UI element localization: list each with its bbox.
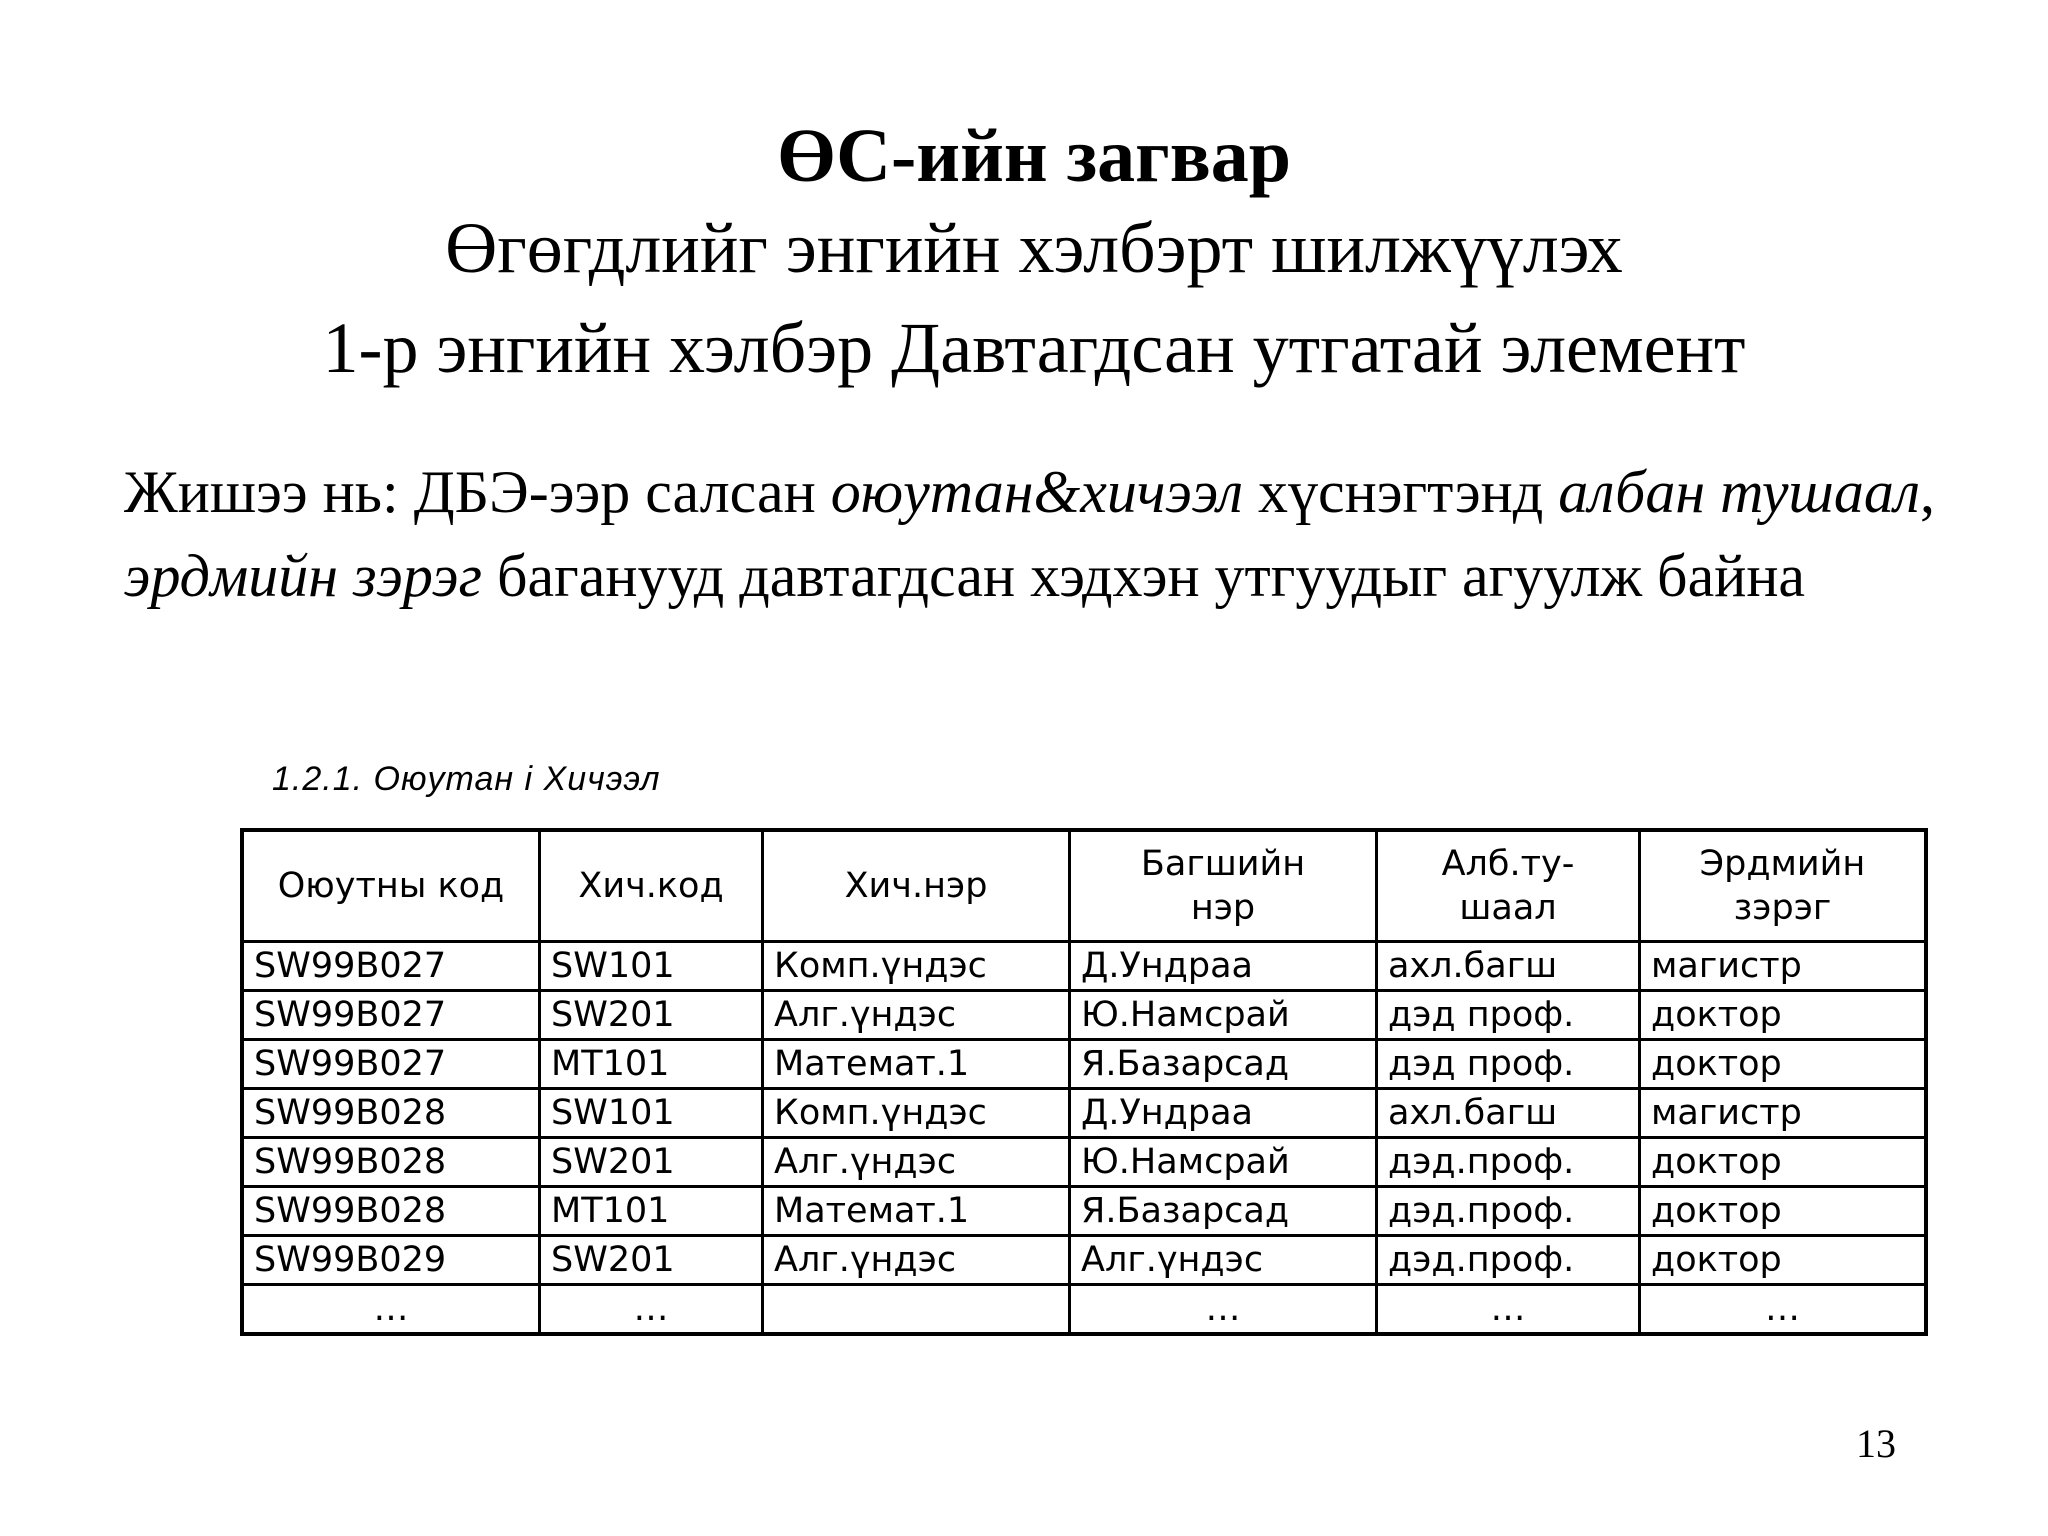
cell: SW201 bbox=[540, 991, 763, 1040]
cell: Комп.үндэс bbox=[763, 1089, 1070, 1138]
cell: MT101 bbox=[540, 1040, 763, 1089]
cell: ахл.багш bbox=[1377, 1089, 1640, 1138]
table-row bbox=[242, 1040, 1926, 1089]
cell: доктор bbox=[1640, 1138, 1927, 1187]
cell: Алг.үндэс bbox=[763, 1236, 1070, 1285]
cell: … bbox=[1640, 1285, 1927, 1335]
student-course-table bbox=[240, 828, 1928, 1336]
cell: Д.Ундраа bbox=[1070, 1089, 1377, 1138]
cell: SW99B028 bbox=[242, 1138, 540, 1187]
cell: Алг.үндэс bbox=[763, 1138, 1070, 1187]
table-row bbox=[242, 1236, 1926, 1285]
cell: магистр bbox=[1640, 942, 1927, 991]
cell: доктор bbox=[1640, 1187, 1927, 1236]
body-text-4: баганууд давтагдсан хэдхэн утгуудыг агуулж байна bbox=[482, 543, 1806, 609]
cell: Алг.үндэс bbox=[1070, 1236, 1377, 1285]
table-row bbox=[242, 991, 1926, 1040]
cell: SW99B028 bbox=[242, 1089, 540, 1138]
table-row bbox=[242, 1138, 1926, 1187]
cell: дэд.проф. bbox=[1377, 1236, 1640, 1285]
table-row-ellipsis bbox=[242, 1285, 1926, 1335]
table-row bbox=[242, 1089, 1926, 1138]
page-number: 13 bbox=[1856, 1421, 1896, 1466]
cell: … bbox=[1377, 1285, 1640, 1335]
cell: SW99B027 bbox=[242, 991, 540, 1040]
slide-subtitle-1: Өгөгдлийг энгийн хэлбэрт шилжүүлэх bbox=[445, 208, 1623, 288]
cell: SW201 bbox=[540, 1236, 763, 1285]
cell: доктор bbox=[1640, 991, 1927, 1040]
cell: SW99B028 bbox=[242, 1187, 540, 1236]
cell bbox=[763, 1285, 1070, 1335]
header-course-name: Хич.нэр bbox=[763, 830, 1070, 942]
cell: магистр bbox=[1640, 1089, 1927, 1138]
cell: Комп.үндэс bbox=[763, 942, 1070, 991]
body-italic-1: оюутан&хичээл bbox=[830, 459, 1244, 525]
slide-subtitle-2: 1-р энгийн хэлбэр Давтагдсан утгатай элемент bbox=[322, 308, 1746, 388]
cell: SW101 bbox=[540, 942, 763, 991]
cell: SW101 bbox=[540, 1089, 763, 1138]
cell: Алг.үндэс bbox=[763, 991, 1070, 1040]
cell: MT101 bbox=[540, 1187, 763, 1236]
cell: … bbox=[242, 1285, 540, 1335]
cell: Д.Ундраа bbox=[1070, 942, 1377, 991]
cell: Математ.1 bbox=[763, 1040, 1070, 1089]
body-text-1: Жишээ нь: ДБЭ-ээр салсан bbox=[124, 459, 831, 525]
cell: дэд проф. bbox=[1377, 1040, 1640, 1089]
cell: дэд.проф. bbox=[1377, 1138, 1640, 1187]
cell: Ю.Намсрай bbox=[1070, 1138, 1377, 1187]
cell: … bbox=[1070, 1285, 1377, 1335]
body-text-3: , bbox=[1920, 459, 1936, 525]
cell: ахл.багш bbox=[1377, 942, 1640, 991]
header-degree: Эрдмийн зэрэг bbox=[1640, 830, 1927, 942]
header-position: Алб.ту- шаал bbox=[1377, 830, 1640, 942]
table-row bbox=[242, 942, 1926, 991]
header-teacher-name: Багшийн нэр bbox=[1070, 830, 1377, 942]
cell: Математ.1 bbox=[763, 1187, 1070, 1236]
example-paragraph bbox=[124, 450, 1954, 618]
cell: Я.Базарсад bbox=[1070, 1040, 1377, 1089]
table-caption: 1.2.1. Оюутан і Хичээл bbox=[272, 760, 661, 798]
slide-title: ӨС-ийн загвар bbox=[776, 114, 1292, 198]
table-row bbox=[242, 1187, 1926, 1236]
cell: SW201 bbox=[540, 1138, 763, 1187]
cell: Ю.Намсрай bbox=[1070, 991, 1377, 1040]
body-text-2: хүснэгтэнд bbox=[1243, 459, 1559, 525]
cell: дэд.проф. bbox=[1377, 1187, 1640, 1236]
body-italic-3: эрдмийн зэрэг bbox=[124, 543, 483, 609]
cell: доктор bbox=[1640, 1236, 1927, 1285]
cell: Я.Базарсад bbox=[1070, 1187, 1377, 1236]
header-student-code: Оюутны код bbox=[242, 830, 540, 942]
cell: SW99B027 bbox=[242, 942, 540, 991]
cell: … bbox=[540, 1285, 763, 1335]
table-header-row bbox=[242, 830, 1926, 942]
body-italic-2: албан тушаал bbox=[1558, 459, 1921, 525]
cell: SW99B029 bbox=[242, 1236, 540, 1285]
cell: доктор bbox=[1640, 1040, 1927, 1089]
cell: SW99B027 bbox=[242, 1040, 540, 1089]
cell: дэд проф. bbox=[1377, 991, 1640, 1040]
header-course-code: Хич.код bbox=[540, 830, 763, 942]
